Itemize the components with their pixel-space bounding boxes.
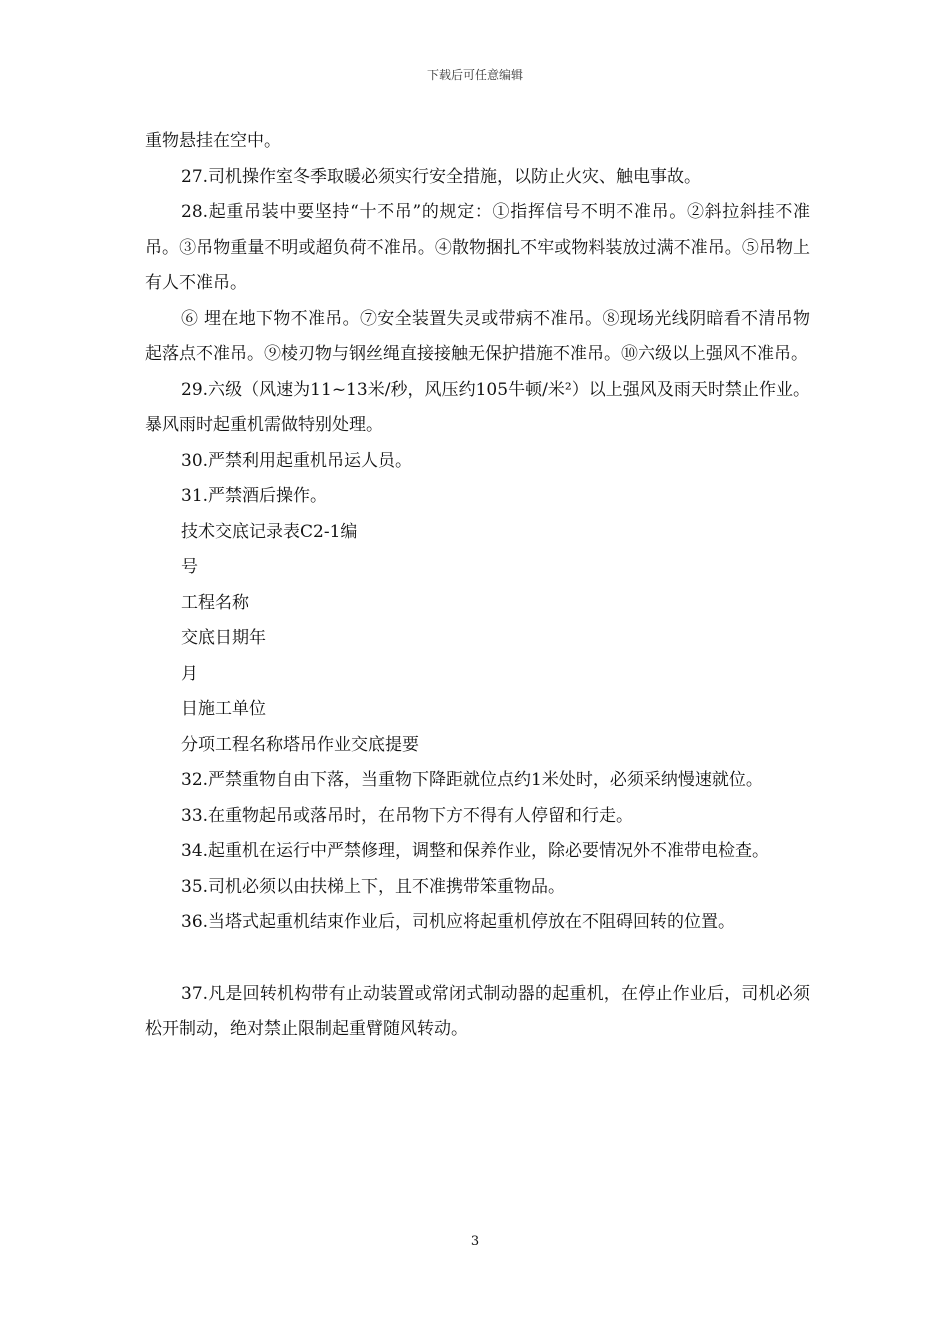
paragraph-15: 32.严禁重物自由下落，当重物下降距就位点约1米处时，必须采纳慢速就位。	[181, 770, 763, 790]
paragraph-12: 月	[181, 663, 198, 684]
paragraph-10: 工程名称	[181, 592, 249, 613]
paragraph-18: 35.司机必须以由扶梯上下，且不准携带笨重物品。	[181, 876, 566, 897]
paragraph-9: 号	[181, 557, 198, 577]
paragraph-19: 36.当塔式起重机结束作业后，司机应将起重机停放在不阻碍回转的位置。	[181, 912, 736, 932]
page-number: 3	[470, 1234, 480, 1249]
paragraph-11: 交底日期年	[181, 628, 266, 648]
paragraph-13: 日施工单位	[181, 699, 266, 719]
paragraph-3: 28.起重吊装中要坚持“十不吊”的规定：①指挥信号不明不准吊。②斜拉斜挂不准吊。③吊物重量不明或超负荷不准吊。④散物捆扎不牢或物料装放过满不准吊。⑤吊物上有人不准吊。	[145, 202, 810, 293]
document-body	[145, 124, 810, 1048]
paragraph-8: 技术交底记录表C2-1编	[181, 521, 358, 542]
paragraph-4: ⑥ 埋在地下物不准吊。⑦安全装置失灵或带病不准吊。⑧现场光线阴暗看不清吊物起落点不准吊。⑨棱刃物与钢丝绳直接接触无保护措施不准吊。⑩六级以上强风不准吊。	[145, 308, 810, 364]
paragraph-20: 37.凡是回转机构带有止动装置或常闭式制动器的起重机，在停止作业后，司机必须松开制动，绝对禁止限制起重臂随风转动。	[145, 983, 810, 1039]
blank-line	[145, 941, 810, 977]
paragraph-5: 29.六级（风速为11~13米/秒，风压约105牛顿/米²）以上强风及雨天时禁止作业。暴风雨时起重机需做特别处理。	[145, 379, 810, 435]
paragraph-17: 34.起重机在运行中严禁修理，调整和保养作业，除必要情况外不准带电检查。	[181, 841, 770, 861]
paragraph-7: 31.严禁酒后操作。	[181, 486, 328, 506]
paragraph-16: 33.在重物起吊或落吊时，在吊物下方不得有人停留和行走。	[181, 805, 634, 826]
paragraph-6: 30.严禁利用起重机吊运人员。	[181, 450, 413, 471]
paragraph-14: 分项工程名称塔吊作业交底提要	[181, 734, 419, 755]
paragraph-2: 27.司机操作室冬季取暖必须实行安全措施，以防止火灾、触电事故。	[181, 166, 702, 187]
page-header: 下载后可任意编辑	[426, 68, 523, 82]
paragraph-1: 重物悬挂在空中。	[145, 131, 281, 151]
